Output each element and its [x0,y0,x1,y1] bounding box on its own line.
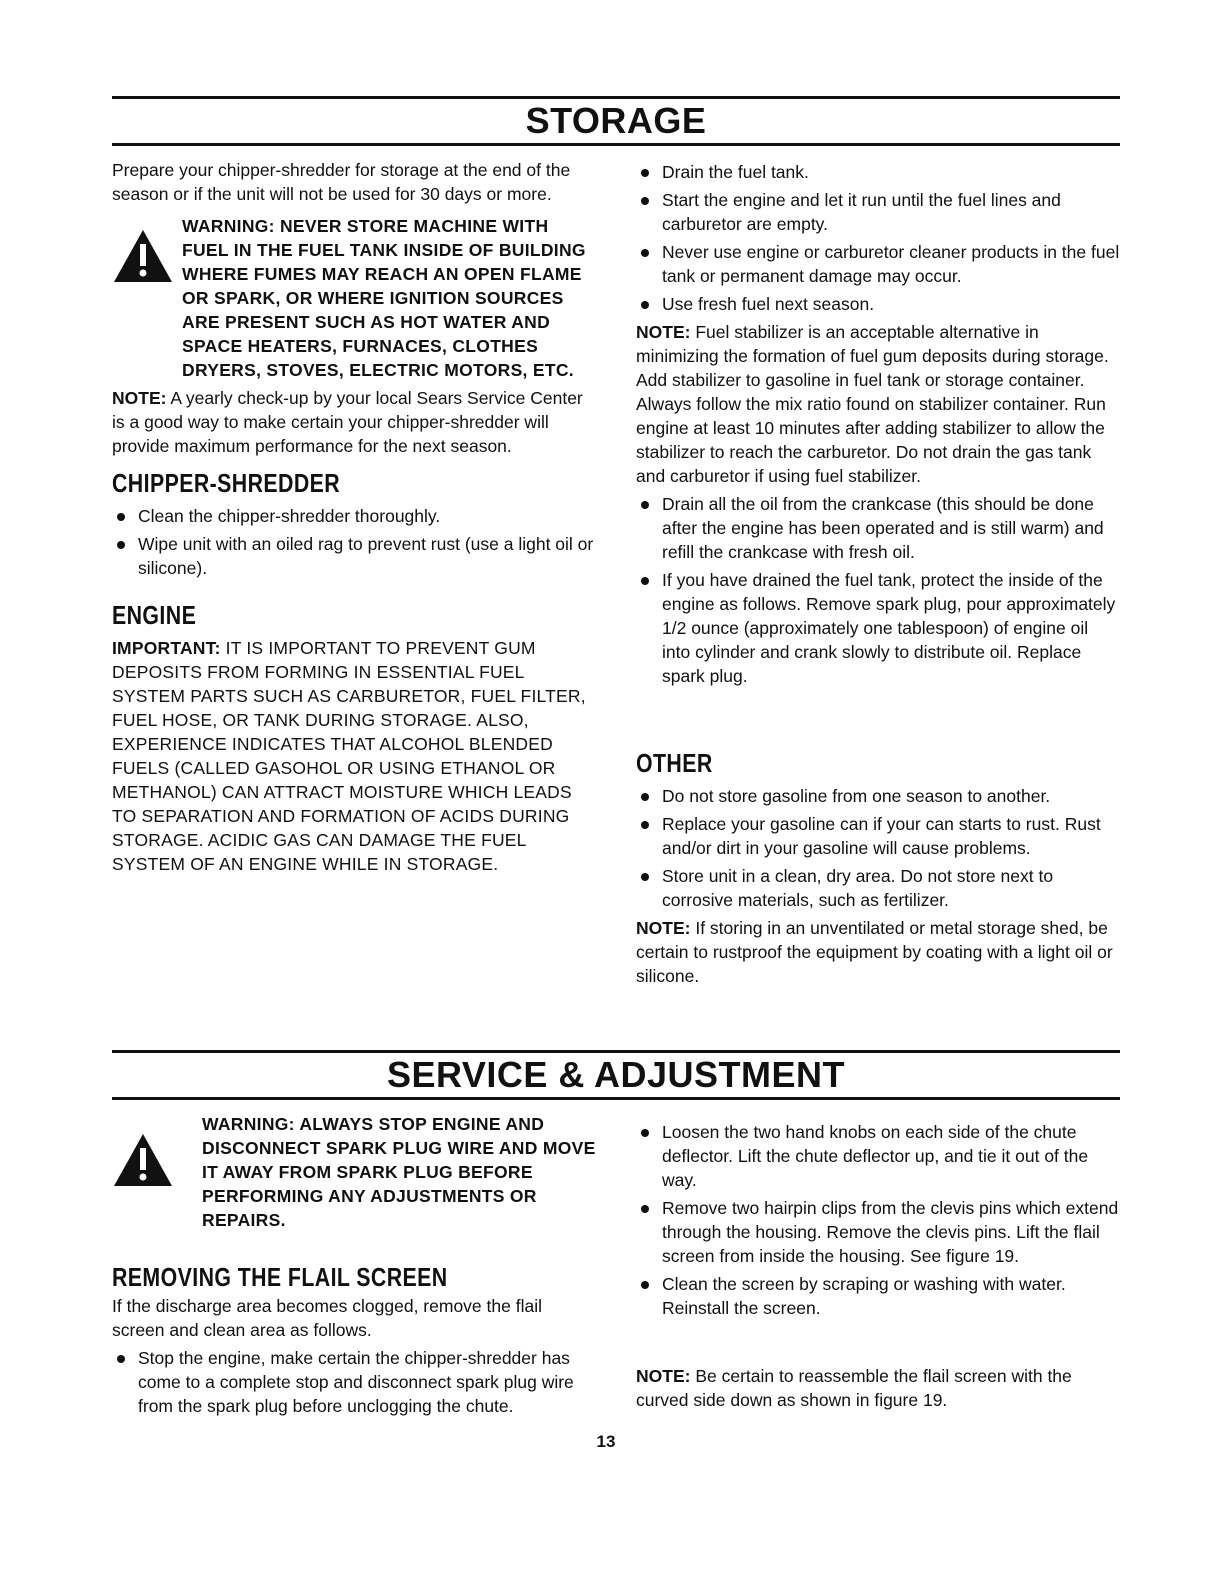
engine-heading: ENGINE [112,600,197,630]
header-rule-top [112,1050,1120,1053]
list-item: Replace your gasoline can if your can starts to rust. Rust and/or dirt in your gasoline will cause problems. [636,812,1120,860]
warning-triangle-icon [112,1132,202,1194]
flail-screen-heading: REMOVING THE FLAIL SCREEN [112,1262,448,1292]
list-item: If you have drained the fuel tank, protect the inside of the engine as follows. Remove spark plug, pour approximately 1/2 ounce (approximately one tablespoon) of engine oil into cylinder and crank slowly to distribute oil. Replace spark plug. [636,568,1120,688]
storage-intro: Prepare your chipper-shredder for storage at the end of the season or if the unit will not be used for 30 days or more. [112,160,571,204]
page-number: 13 [596,1432,616,1451]
storage-title: STORAGE [525,100,707,141]
important-paragraph: IMPORTANT: IT IS IMPORTANT TO PREVENT GUM DEPOSITS FROM FORMING IN ESSENTIAL FUEL SYSTEM PARTS SUCH AS CARBURETOR, FUEL FILTER, FUEL HOSE, OR TANK DURING STORAGE. ALSO, EXPERIENCE INDICATES THAT ALCOHOL BLENDED FUELS (CALLED GASOHOL OR USING ETHANOL OR METHANOL) CAN ATTRACT MOISTURE WHICH LEADS TO SEPARATION AND FORMATION OF ACIDS DURING STORAGE. ACIDIC GAS CAN DAMAGE THE FUEL SYSTEM OF AN ENGINE WHILE IN STORAGE. [112,638,586,874]
service-warning-text: WARNING: ALWAYS STOP ENGINE AND DISCONNECT SPARK PLUG WIRE AND MOVE IT AWAY FROM SPARK PLUG BEFORE PERFORMING ANY ADJUSTMENTS OR REPAIRS. [202,1114,596,1230]
list-item: Clean the screen by scraping or washing with water. Reinstall the screen. [636,1272,1120,1320]
flail-intro: If the discharge area becomes clogged, remove the flail screen and clean area as follows. [112,1296,542,1340]
header-rule-bottom [112,143,1120,146]
storage-left-column [112,158,596,880]
chipper-shredder-heading: CHIPPER-SHREDDER [112,468,341,498]
service-warning [112,1112,596,1232]
storage-note-3: NOTE: If storing in an unventilated or metal storage shed, be certain to rustproof the equipment by coating with a light oil or silicone. [636,918,1113,986]
list-item: Use fresh fuel next season. [636,292,1120,316]
list-item: Do not store gasoline from one season to another. [636,784,1120,808]
storage-header [112,96,1120,146]
list-item: Stop the engine, make certain the chipper-shredder has come to a complete stop and disconnect spark plug wire from the spark plug before unclogging the chute. [112,1346,596,1418]
warning-triangle-icon [112,228,182,290]
storage-note-2: NOTE: Fuel stabilizer is an acceptable alternative in minimizing the formation of fuel gum deposits during storage. Add stabilizer to gasoline in fuel tank or storage container. Always follow the mix ratio found on stabilizer container. Run engine at least 10 minutes after adding stabilizer to allow the stabilizer to reach the carburetor. Do not drain the gas tank and carburetor if using fuel stabilizer. [636,322,1109,486]
list-item: Store unit in a clean, dry area. Do not store next to corrosive materials, such as fertilizer. [636,864,1120,912]
header-rule-bottom [112,1097,1120,1100]
storage-right-column [636,160,1120,992]
storage-warning-text: WARNING: NEVER STORE MACHINE WITH FUEL IN THE FUEL TANK INSIDE OF BUILDING WHERE FUMES MAY REACH AN OPEN FLAME OR SPARK, OR WHERE IGNITION SOURCES ARE PRESENT SUCH AS HOT WATER AND SPACE HEATERS, FURNACES, CLOTHES DRYERS, STOVES, ELECTRIC MOTORS, ETC. [182,216,586,380]
service-header [112,1050,1120,1100]
header-rule-top [112,96,1120,99]
storage-note-1: NOTE: A yearly check-up by your local Sears Service Center is a good way to make certain your chipper-shredder will provide maximum performance for the next season. [112,388,583,456]
list-item: Loosen the two hand knobs on each side of the chute deflector. Lift the chute deflector up, and tie it out of the way. [636,1120,1120,1192]
list-item: Clean the chipper-shredder thoroughly. [112,504,596,528]
list-item: Start the engine and let it run until the fuel lines and carburetor are empty. [636,188,1120,236]
list-item: Drain all the oil from the crankcase (this should be done after the engine has been operated and is still warm) and refill the crankcase with fresh oil. [636,492,1120,564]
service-note: NOTE: Be certain to reassemble the flail screen with the curved side down as shown in figure 19. [636,1366,1072,1410]
list-item: Remove two hairpin clips from the clevis pins which extend through the housing. Remove the clevis pins. Lift the flail screen from inside the housing. See figure 19. [636,1196,1120,1268]
service-right-column [636,1120,1120,1416]
list-item: Wipe unit with an oiled rag to prevent rust (use a light oil or silicone). [112,532,596,580]
storage-warning [112,214,596,382]
list-item: Never use engine or carburetor cleaner products in the fuel tank or permanent damage may occur. [636,240,1120,288]
other-heading: OTHER [636,748,713,778]
service-left-column [112,1112,596,1422]
list-item: Drain the fuel tank. [636,160,1120,184]
service-title: SERVICE & ADJUSTMENT [386,1054,846,1095]
